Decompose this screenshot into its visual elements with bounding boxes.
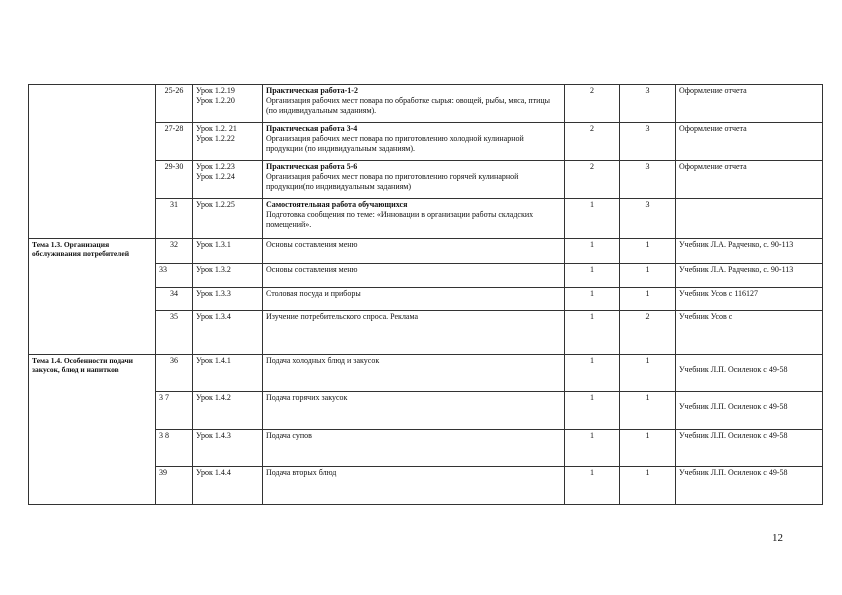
lesson-code: Урок 1.2.25	[193, 199, 263, 239]
homework-note: Оформление отчета	[676, 85, 823, 123]
lesson-number: 32	[156, 239, 193, 264]
theme-1-3: Тема 1.3. Организация обслуживания потребителей	[29, 239, 156, 355]
lesson-topic: Подача горячих закусок	[263, 392, 565, 430]
lesson-topic: Практическая работа 3-4 Организация рабочих мест повара по приготовлению холодной кулинарной продукции (по индивидуальным заданиям).	[263, 123, 565, 161]
lesson-number: 25-26	[156, 85, 193, 123]
lesson-topic: Подача вторых блюд	[263, 467, 565, 505]
hours-b: 1	[620, 467, 676, 505]
lesson-number: 3 8	[156, 430, 193, 467]
hours-a: 1	[565, 239, 620, 264]
hours-a: 1	[565, 311, 620, 355]
lesson-code: Урок 1.4.1	[193, 355, 263, 392]
homework-note: Учебник Усов с 116127	[676, 288, 823, 311]
lesson-topic: Практическая работа 5-6 Организация рабочих мест повара по приготовлению горячей кулинарной продукции(по индивидуальным заданиям)	[263, 161, 565, 199]
lesson-topic: Самостоятельная работа обучающихся Подготовка сообщения по теме: «Инновации в организации работы складских помещений».	[263, 199, 565, 239]
hours-b: 1	[620, 392, 676, 430]
hours-b: 1	[620, 239, 676, 264]
lesson-topic: Подача холодных блюд и закусок	[263, 355, 565, 392]
table-row	[29, 85, 823, 123]
curriculum-table	[28, 84, 823, 505]
hours-b: 1	[620, 288, 676, 311]
lesson-code: Урок 1.4.2	[193, 392, 263, 430]
hours-a: 1	[565, 199, 620, 239]
lesson-number: 31	[156, 199, 193, 239]
hours-b: 3	[620, 123, 676, 161]
lesson-number: 27-28	[156, 123, 193, 161]
hours-a: 1	[565, 288, 620, 311]
homework-note: Учебник Л.А. Радченко, с. 90-113	[676, 239, 823, 264]
lesson-topic: Основы составления меню	[263, 264, 565, 288]
homework-note	[676, 199, 823, 239]
lesson-code: Урок 1.3.1	[193, 239, 263, 264]
lesson-topic: Практическая работа-1-2 Организация рабочих мест повара по обработке сырья: овощей, рыбы, мяса, птицы (по индивидуальным заданиям).	[263, 85, 565, 123]
hours-a: 1	[565, 355, 620, 392]
homework-note: Учебник Л.П. Осиленок с 49-58	[676, 430, 823, 467]
lesson-code: Урок 1.2.23 Урок 1.2.24	[193, 161, 263, 199]
hours-a: 1	[565, 430, 620, 467]
page-number: 12	[772, 532, 783, 544]
homework-note: Учебник Л.П. Осиленок с 49-58	[676, 355, 823, 392]
lesson-number: 36	[156, 355, 193, 392]
lesson-code: Урок 1.2.19 Урок 1.2.20	[193, 85, 263, 123]
lesson-code: Урок 1.3.4	[193, 311, 263, 355]
homework-note: Учебник Усов с	[676, 311, 823, 355]
homework-note: Учебник Л.П. Осиленок с 49-58	[676, 392, 823, 430]
theme-1-4: Тема 1.4. Особенности подачи закусок, блюд и напитков	[29, 355, 156, 505]
lesson-code: Урок 1.3.2	[193, 264, 263, 288]
hours-b: 1	[620, 430, 676, 467]
lesson-topic: Изучение потребительского спроса. Реклама	[263, 311, 565, 355]
table-row	[29, 239, 823, 264]
lesson-number: 3 7	[156, 392, 193, 430]
lesson-topic: Подача супов	[263, 430, 565, 467]
hours-a: 2	[565, 123, 620, 161]
hours-b: 1	[620, 264, 676, 288]
hours-a: 2	[565, 161, 620, 199]
theme-cell-empty	[29, 85, 156, 239]
lesson-code: Урок 1.2. 21 Урок 1.2.22	[193, 123, 263, 161]
hours-a: 2	[565, 85, 620, 123]
lesson-topic: Столовая посуда и приборы	[263, 288, 565, 311]
lesson-number: 29-30	[156, 161, 193, 199]
lesson-number: 33	[156, 264, 193, 288]
hours-a: 1	[565, 264, 620, 288]
hours-b: 3	[620, 199, 676, 239]
lesson-code: Урок 1.3.3	[193, 288, 263, 311]
homework-note: Учебник Л.П. Осиленок с 49-58	[676, 467, 823, 505]
lesson-code: Урок 1.4.4	[193, 467, 263, 505]
hours-a: 1	[565, 467, 620, 505]
lesson-code: Урок 1.4.3	[193, 430, 263, 467]
hours-b: 2	[620, 311, 676, 355]
homework-note: Учебник Л.А. Радченко, с. 90-113	[676, 264, 823, 288]
hours-b: 3	[620, 161, 676, 199]
lesson-topic: Основы составления меню	[263, 239, 565, 264]
lesson-number: 34	[156, 288, 193, 311]
homework-note: Оформление отчета	[676, 161, 823, 199]
table-row	[29, 355, 823, 392]
hours-b: 3	[620, 85, 676, 123]
lesson-number: 39	[156, 467, 193, 505]
hours-a: 1	[565, 392, 620, 430]
homework-note: Оформление отчета	[676, 123, 823, 161]
lesson-number: 35	[156, 311, 193, 355]
hours-b: 1	[620, 355, 676, 392]
